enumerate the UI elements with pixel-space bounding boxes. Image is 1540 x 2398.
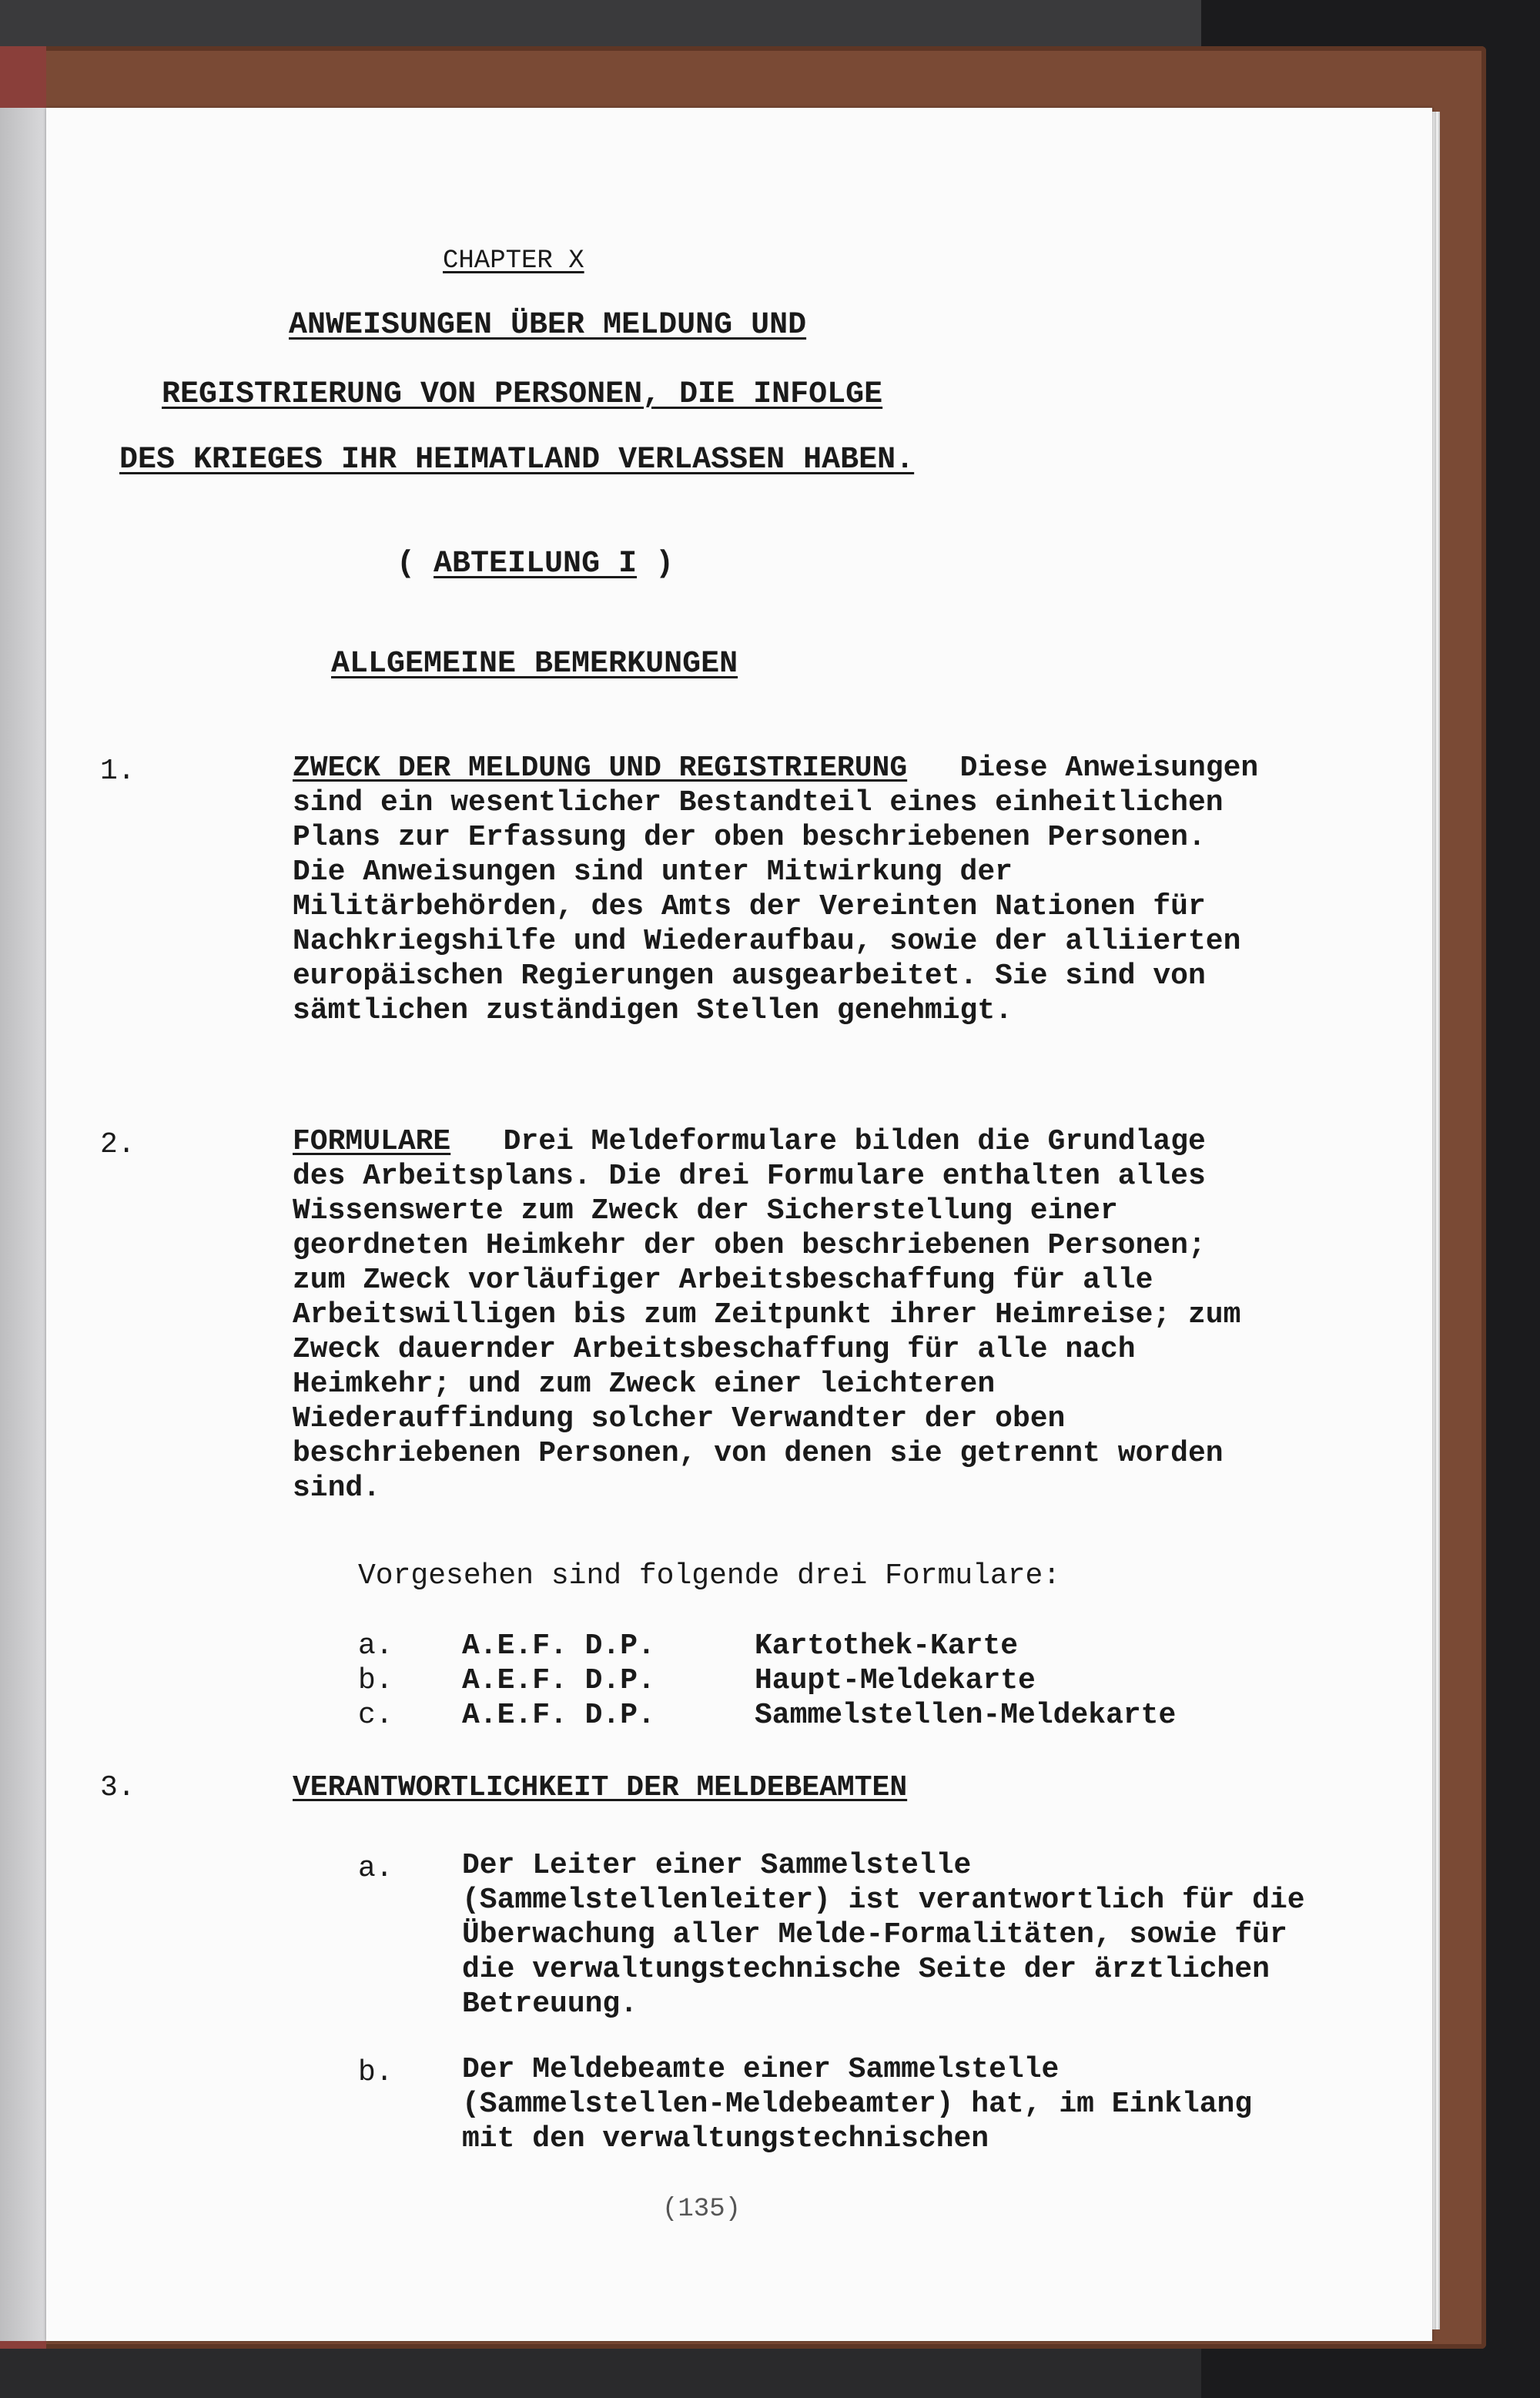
- form-name: Sammelstellen-Meldekarte: [755, 1699, 1177, 1732]
- form-code: A.E.F. D.P.: [462, 1699, 655, 1732]
- item-3-number: 3.: [100, 1771, 136, 1804]
- form-name: Kartothek-Karte: [755, 1629, 1019, 1663]
- item-1-text: Diese Anweisungen sind ein wesentlicher Bestandteil eines einheitlichen Plans zur Erfassung der oben beschriebenen Personen. Die Anweisungen sind unter Mitwirkung der Militärbehörden, des Amts der Vereinten Nationen für Nachkriegshilfe und Wiederaufbau, sowie der alliierten europäischen Regierungen ausgearbeitet. Sie sind von sämtlichen zuständigen Stellen genehmigt.: [293, 752, 1259, 1027]
- subheading: ALLGEMEINE BEMERKUNGEN: [331, 647, 738, 682]
- responsibility-a-text: Der Leiter einer Sammelstelle (Sammelstellenleiter) ist verantwortlich für die Überwachung aller Melde-Formalitäten, sowie für die verwaltungstechnische Seite der ärztlichen Betreuung.: [462, 1849, 1305, 2021]
- item-2-heading: FORMULARE: [293, 1125, 451, 1158]
- section-open-paren: (: [397, 547, 416, 581]
- document-page: [46, 108, 1432, 2341]
- title-line-3: DES KRIEGES IHR HEIMATLAND VERLASSEN HABEN.: [119, 443, 915, 477]
- title-line-1: ANWEISUNGEN ÜBER MELDUNG UND: [289, 308, 807, 343]
- form-name: Haupt-Meldekarte: [755, 1664, 1036, 1697]
- forms-intro: Vorgesehen sind folgende drei Formulare:: [358, 1559, 1061, 1593]
- item-2-number: 2.: [100, 1128, 136, 1161]
- responsibility-b-letter: b.: [358, 2056, 393, 2089]
- form-code: A.E.F. D.P.: [462, 1629, 655, 1663]
- chapter-label: CHAPTER X: [443, 246, 584, 276]
- form-code: A.E.F. D.P.: [462, 1664, 655, 1697]
- item-1-heading: ZWECK DER MELDUNG UND REGISTRIERUNG: [293, 752, 908, 785]
- item-2-paragraph: [293, 1124, 1263, 1505]
- item-3-heading: VERANTWORTLICHKEIT DER MELDEBEAMTEN: [293, 1771, 908, 1804]
- item-1-number: 1.: [100, 755, 136, 788]
- title-line-2: REGISTRIERUNG VON PERSONEN, DIE INFOLGE: [162, 377, 883, 412]
- responsibility-a-letter: a.: [358, 1852, 393, 1885]
- item-1-paragraph: [293, 751, 1263, 1028]
- form-letter: a.: [358, 1629, 393, 1663]
- section-heading: [397, 547, 674, 581]
- section-label: ABTEILUNG I: [434, 547, 638, 581]
- item-2-text: Drei Meldeformulare bilden die Grundlage des Arbeitsplans. Die drei Formulare enthalten alles Wissenswerte zum Zweck der Sicherstellung einer geordneten Heimkehr der oben beschriebenen Personen; zum Zweck vorläufiger Arbeitsbeschaffung für alle Arbeitswilligen bis zum Zeitpunkt ihrer Heimreise; zum Zweck dauernder Arbeitsbeschaffung für alle nach Heimkehr; und zum Zweck einer leichteren Wiederauffindung solcher Verwandter der oben beschriebenen Personen, von denen sie getrennt worden sind.: [293, 1125, 1241, 1505]
- form-letter: c.: [358, 1699, 393, 1732]
- form-letter: b.: [358, 1664, 393, 1697]
- page-number: (135): [662, 2195, 742, 2224]
- responsibility-b-text: Der Meldebeamte einer Sammelstelle (Sammelstellen-Meldebeamter) hat, im Einklang mit den verwaltungstechnischen: [462, 2053, 1253, 2155]
- section-close-paren: ): [655, 547, 675, 581]
